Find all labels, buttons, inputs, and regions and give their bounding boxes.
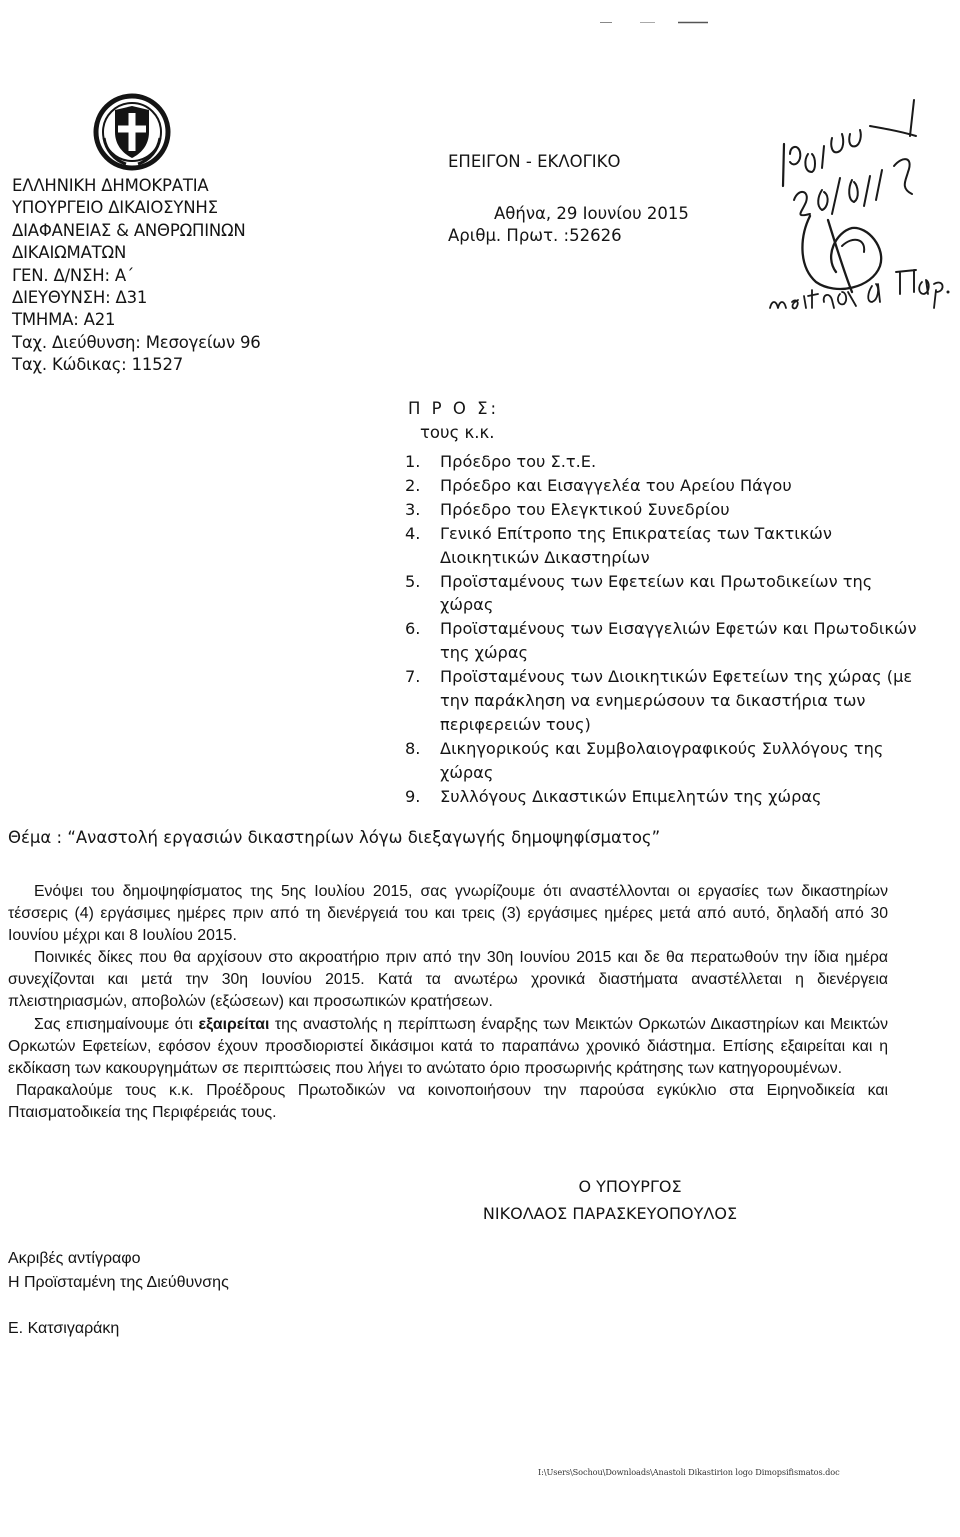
recipient-text: Πρόεδρο και Εισαγγελέα του Αρείου Πάγου — [440, 475, 792, 495]
recipient-number: 8. — [405, 738, 421, 758]
footer-file-path: I:\Users\Sochou\Downloads\Anastoli Dikastirion logo Dimopsifismatos.doc — [538, 1467, 840, 1477]
recipient-number: 4. — [405, 523, 421, 543]
recipient-number: 7. — [405, 667, 421, 687]
body-emphasis: εξαιρείται — [198, 1015, 270, 1033]
recipient-item — [405, 570, 925, 618]
certified-copy-role: Η Προϊσταμένη της Διεύθυνσης — [8, 1273, 229, 1291]
recipients-subheading: τους κ.κ. — [420, 422, 495, 442]
recipients-heading-block — [408, 397, 499, 444]
recipient-number: 2. — [405, 475, 421, 495]
document-date: Αθήνα, 29 Ιουνίου 2015 — [494, 204, 689, 223]
sender-line: ΥΠΟΥΡΓΕΙΟ ΔΙΚΑΙΟΣΥΝΗΣ — [12, 198, 218, 218]
certified-copy-signer: Ε. Κατσιγαράκη — [8, 1320, 120, 1337]
body-paragraph: Ενόψει του δημοψηφίσματος της 5ης Ιουλίου 2015, σας γνωρίζουμε ότι αναστέλλονται οι εργασίες των δικαστηρίων τέσσερις (4) εργάσιμες ημέρες πριν από τη διενέργειά του και τρεις (3) εργάσιμες ημέρες μετά από αυτό, δηλαδή από 30 Ιουνίου μέχρι και 8 Ιουλίου 2015. — [8, 883, 888, 945]
scan-mark — [600, 21, 710, 24]
recipient-item — [405, 474, 925, 498]
sender-line: ΔΙΑΦΑΝΕΙΑΣ & ΑΝΘΡΩΠΙΝΩΝ — [12, 220, 246, 240]
recipient-number: 9. — [405, 786, 421, 806]
recipient-number: 5. — [405, 571, 421, 591]
recipient-text: Προϊσταμένους των Εφετείων και Πρωτοδικείων της χώρας — [440, 571, 873, 615]
date-block — [448, 203, 689, 247]
protocol-number: Αριθμ. Πρωτ. :52626 — [448, 226, 622, 245]
body-text: της αναστολής η περίπτωση έναρξης των Μεικτών Ορκωτών Δικαστηρίων και Μεικτών Ορκωτών Εφετείων, εφόσον έχουν προσδιοριστεί δικάσιμοι κατά το παραπάνω χρονικό διάστημα. Επίσης εξαιρείται και η εκδίκαση των κακουργημάτων σε περιπτώσεις που λήγει το ανώτατο όριο προσωρινής κράτησης των κατηγορουμένων. — [8, 1015, 889, 1077]
recipient-text: Πρόεδρο του Ελεγκτικού Συνεδρίου — [440, 499, 730, 519]
body-paragraph: Παρακαλούμε τους κ.κ. Προέδρους Πρωτοδικών να κοινοποιήσουν την παρούσα εγκύκλιο στα Ειρηνοδικεία και Πταισματοδικεία της Περιφέρειάς τους. — [8, 1081, 888, 1121]
recipient-item — [405, 785, 925, 809]
sender-line: ΔΙΕΥΘΥΝΣΗ: Δ31 — [12, 288, 148, 308]
recipient-item — [405, 665, 925, 737]
recipient-item — [405, 498, 925, 522]
recipient-text: Γενικό Επίτροπο της Επικρατείας των Τακτικών Διοικητικών Δικαστηρίων — [440, 523, 832, 567]
sender-line: ΤΜΗΜΑ: Α21 — [12, 310, 116, 330]
greek-coat-of-arms-icon — [92, 92, 172, 172]
recipient-number: 1. — [405, 452, 421, 471]
sender-line: ΔΙΚΑΙΩΜΑΤΩΝ — [12, 243, 127, 263]
recipient-text: Προϊσταμένους των Εισαγγελιών Εφετών και Πρωτοδικών της χώρας — [440, 619, 917, 663]
recipients-heading: Π Ρ Ο Σ: — [408, 399, 500, 418]
signatory-name: ΝΙΚΟΛΑΟΣ ΠΑΡΑΣΚΕΥΟΠΟΥΛΟΣ — [482, 1204, 738, 1223]
recipient-item — [405, 522, 925, 570]
body-paragraph — [8, 1014, 888, 1080]
recipient-item — [405, 617, 925, 665]
recipient-item — [405, 450, 925, 474]
recipients-list — [405, 450, 925, 809]
handwritten-annotation-signature — [740, 96, 950, 346]
subject-line: Θέμα : “Αναστολή εργασιών δικαστηρίων λόγω διεξαγωγής δημοψηφίσματος” — [8, 828, 661, 847]
recipient-number: 3. — [405, 499, 421, 519]
priority-label: ΕΠΕΙΓΟΝ - ΕΚΛΟΓΙΚΟ — [448, 152, 621, 171]
signatory-role: Ο ΥΠΟΥΡΓΟΣ — [578, 1177, 682, 1196]
certified-copy-label: Ακριβές αντίγραφο — [8, 1250, 141, 1267]
sender-block — [12, 175, 261, 377]
sender-line: ΕΛΛΗΝΙΚΗ ΔΗΜΟΚΡΑΤΙΑ — [12, 176, 209, 195]
sender-line: Ταχ. Κώδικας: 11527 — [12, 355, 184, 375]
letter-body — [8, 881, 888, 1124]
recipient-text: Πρόεδρο του Σ.τ.Ε. — [440, 452, 597, 471]
sender-line: ΓΕΝ. Δ/ΝΣΗ: Α΄ — [12, 265, 135, 285]
sender-line: Ταχ. Διεύθυνση: Μεσογείων 96 — [12, 332, 261, 352]
certified-copy-note — [8, 1247, 229, 1294]
recipient-item — [405, 737, 925, 785]
recipient-text: Δικηγορικούς και Συμβολαιογραφικούς Συλλόγους της χώρας — [440, 738, 884, 782]
recipient-number: 6. — [405, 619, 421, 639]
signature-block — [440, 1173, 780, 1227]
body-text: Σας επισημαίνουμε ότι — [34, 1015, 199, 1033]
recipient-text: Συλλόγους Δικαστικών Επιμελητών της χώρας — [440, 786, 822, 806]
body-paragraph: Ποινικές δίκες που θα αρχίσουν στο ακροατήριο πριν από την 30η Ιουνίου 2015 και δε θα περατωθούν την ίδια ημέρα συνεχίζονται και μετά την 30η Ιουνίου 2015. Κατά τα ανωτέρω χρονικά διαστήματα αναστέλλεται η διενέργεια πλειστηριασμών, αποβολών (εξώσεων) και προσωπικών κρατήσεων. — [8, 949, 888, 1011]
recipient-text: Προϊσταμένους των Διοικητικών Εφετείων της χώρας (με την παράκληση να ενημερώσουν τα δικαστήρια των περιφερειών τους) — [440, 667, 913, 734]
